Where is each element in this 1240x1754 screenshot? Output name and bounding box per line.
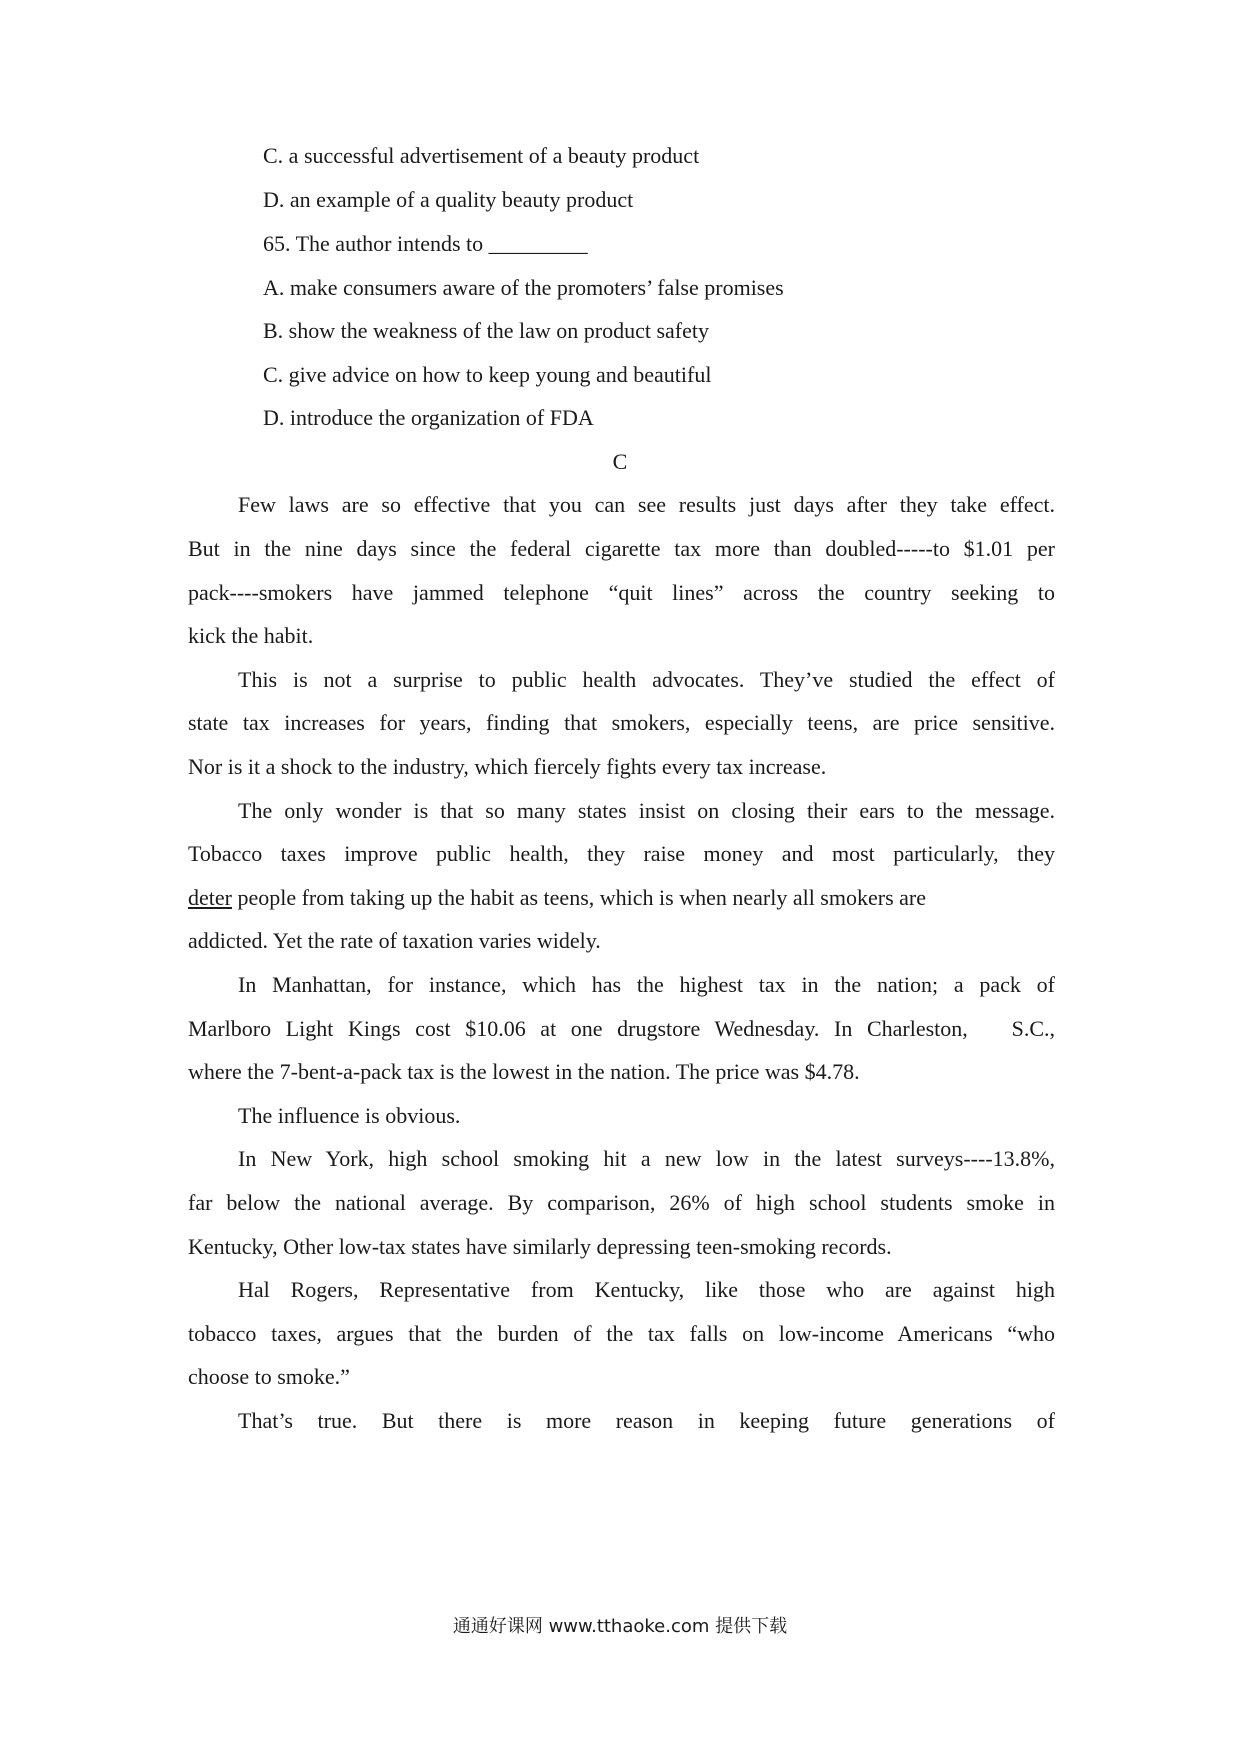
paragraph-1-line-3: pack----smokers have jammed telephone “quit lines” across the country seeking to bbox=[188, 580, 1055, 605]
q65-option-c: C. give advice on how to keep young and beautiful bbox=[263, 362, 712, 387]
page-footer: 通通好课网 www.tthaoke.com 提供下载 bbox=[452, 1616, 788, 1637]
paragraph-7-line-2: tobacco taxes, argues that the burden of the tax falls on low-income Americans “who bbox=[188, 1321, 1055, 1346]
paragraph-3-line-3 bbox=[188, 883, 1055, 913]
paragraph-4-line-3: where the 7-bent-a-pack tax is the lowest in the nation. The price was $4.78. bbox=[188, 1059, 860, 1084]
underlined-word-deter: deter bbox=[188, 885, 232, 910]
paragraph-3-line-1: The only wonder is that so many states insist on closing their ears to the message. bbox=[238, 798, 1055, 823]
paragraph-2-line-3: Nor is it a shock to the industry, which fiercely fights every tax increase. bbox=[188, 754, 827, 779]
paragraph-1-line-4: kick the habit. bbox=[188, 623, 314, 648]
q64-option-d: D. an example of a quality beauty product bbox=[263, 187, 634, 212]
section-heading: C bbox=[612, 449, 628, 474]
paragraph-6-line-1: In New York, high school smoking hit a new low in the latest surveys----13.8%, bbox=[238, 1146, 1055, 1171]
q65-stem: 65. The author intends to _________ bbox=[263, 231, 588, 256]
paragraph-5: The influence is obvious. bbox=[238, 1103, 461, 1128]
paragraph-3-line-3-rest: people from taking up the habit as teens, which is when nearly all smokers are bbox=[231, 885, 926, 910]
paragraph-6-line-2: far below the national average. By comparison, 26% of high school students smoke in bbox=[188, 1190, 1055, 1215]
paragraph-3-line-2: Tobacco taxes improve public health, they raise money and most particularly, they bbox=[188, 841, 1055, 866]
paragraph-1-line-2: But in the nine days since the federal cigarette tax more than doubled-----to $1.01 per bbox=[188, 536, 1055, 561]
paragraph-2-line-2: state tax increases for years, finding that smokers, especially teens, are price sensitive. bbox=[188, 710, 1055, 735]
q65-option-b: B. show the weakness of the law on product safety bbox=[263, 318, 710, 343]
q65-option-a: A. make consumers aware of the promoters’ false promises bbox=[263, 275, 784, 300]
paragraph-8-line-1: That’s true. But there is more reason in keeping future generations of bbox=[238, 1408, 1055, 1433]
paragraph-6-line-3: Kentucky, Other low-tax states have similarly depressing teen-smoking records. bbox=[188, 1234, 892, 1259]
paragraph-4-line-1: In Manhattan, for instance, which has the highest tax in the nation; a pack of bbox=[238, 972, 1055, 997]
paragraph-7-line-3: choose to smoke.” bbox=[188, 1364, 350, 1389]
q65-option-d: D. introduce the organization of FDA bbox=[263, 405, 594, 430]
paragraph-2-line-1: This is not a surprise to public health advocates. They’ve studied the effect of bbox=[238, 667, 1055, 692]
paragraph-7-line-1: Hal Rogers, Representative from Kentucky, like those who are against high bbox=[238, 1277, 1055, 1302]
q64-option-c: C. a successful advertisement of a beauty product bbox=[263, 143, 700, 168]
paragraph-3-line-4: addicted. Yet the rate of taxation varies widely. bbox=[188, 928, 601, 953]
paragraph-1-line-1: Few laws are so effective that you can see results just days after they take effect. bbox=[238, 492, 1055, 517]
paragraph-4-line-2: Marlboro Light Kings cost $10.06 at one drugstore Wednesday. In Charleston, S.C., bbox=[188, 1016, 1055, 1041]
